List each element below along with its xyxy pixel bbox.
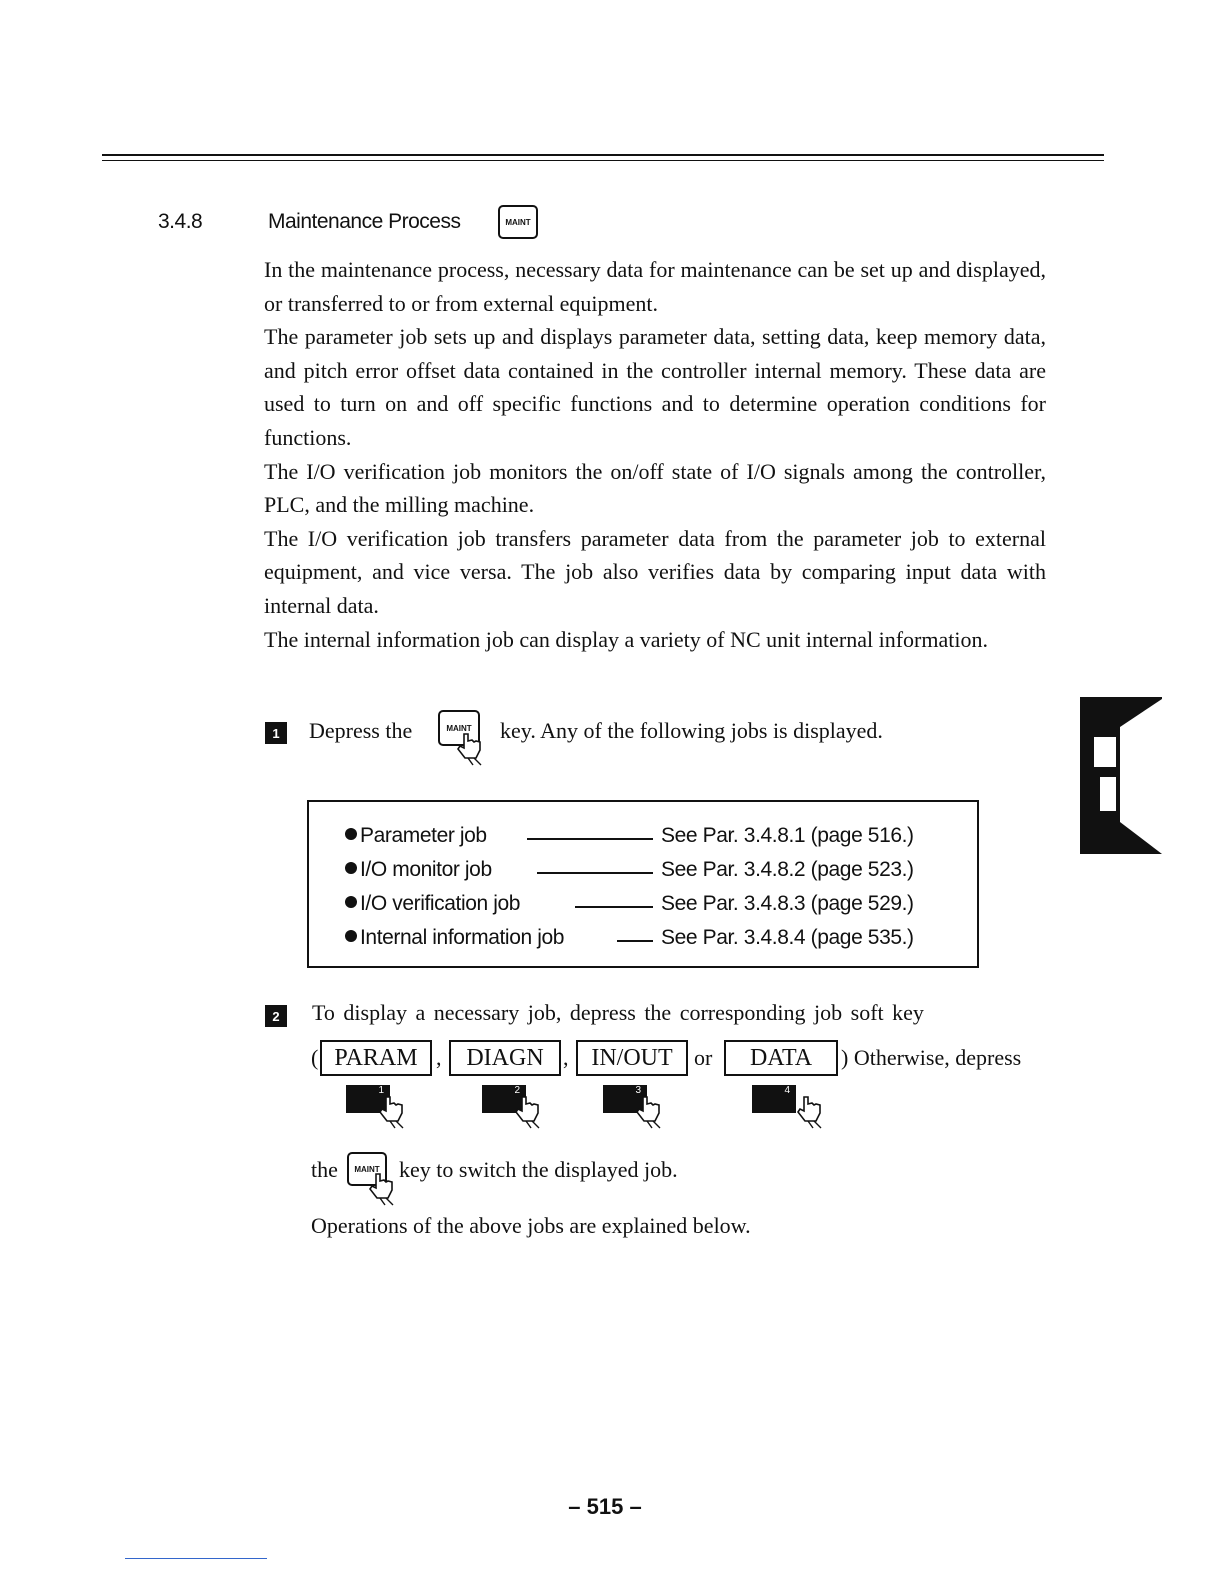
paragraph-parameter-job: The parameter job sets up and displays parameter data, setting data, keep memory data, and pitch error offset data contained in the controller internal memory. These data are used to turn on and off specific functions and to determine operation conditions for functions.	[264, 324, 1046, 450]
pointing-hand-icon	[796, 1095, 826, 1129]
job-name: Parameter job	[360, 824, 487, 847]
softkey-label: DIAGN	[466, 1044, 544, 1071]
numkey-4[interactable]	[752, 1085, 796, 1113]
step-2-the: the	[311, 1157, 338, 1182]
job-reference: See Par. 3.4.8.2 (page 523.)	[661, 858, 914, 881]
page-number: – 515 –	[568, 1494, 642, 1519]
leader-line	[575, 906, 653, 908]
bullet-icon	[345, 828, 357, 840]
header-rule-thick	[102, 154, 1104, 156]
maint-key-label: MAINT	[354, 1164, 380, 1174]
section-number: 3.4.8	[158, 210, 203, 233]
numkey-label: 3	[635, 1085, 641, 1096]
softkey-label: IN/OUT	[591, 1044, 673, 1071]
or-text: or	[694, 1045, 713, 1070]
job-item-internal-info	[345, 926, 914, 956]
step-2-line-2-after: ) Otherwise, depress	[841, 1045, 1022, 1070]
numkey-label: 1	[378, 1085, 384, 1096]
paragraph-io-monitor: The I/O verification job monitors the on/off state of I/O signals among the controller, PLC, and the milling machine.	[264, 458, 1046, 518]
job-item-io-monitor	[345, 858, 914, 888]
job-item-parameter	[345, 824, 914, 854]
job-reference: See Par. 3.4.8.1 (page 516.)	[661, 824, 914, 847]
step-1-marker: 1	[265, 722, 287, 744]
step-2-line-3: key to switch the displayed job.	[399, 1157, 678, 1182]
pointing-hand-icon	[378, 1095, 408, 1129]
header-rule-thin	[102, 160, 1104, 161]
chapter-thumb-tab	[1080, 697, 1162, 854]
job-reference: See Par. 3.4.8.4 (page 535.)	[661, 926, 914, 949]
softkey-inout[interactable]	[576, 1040, 688, 1076]
job-name: I/O verification job	[360, 892, 521, 915]
job-item-io-verification	[345, 892, 914, 922]
job-reference: See Par. 3.4.8.3 (page 529.)	[661, 892, 914, 915]
bullet-icon	[345, 862, 357, 874]
comma: ,	[436, 1045, 442, 1070]
bullet-icon	[345, 930, 357, 942]
body-text	[264, 253, 1046, 656]
leader-line	[527, 838, 653, 840]
softkey-data[interactable]	[724, 1040, 838, 1076]
open-paren: (	[311, 1045, 319, 1070]
pointing-hand-icon	[514, 1095, 544, 1129]
softkey-label: DATA	[749, 1044, 813, 1071]
section-title: Maintenance Process	[268, 210, 461, 233]
numkey-label: 4	[784, 1085, 790, 1096]
bullet-icon	[345, 896, 357, 908]
pointing-hand-icon	[368, 1172, 398, 1206]
footer-line	[125, 1558, 267, 1559]
job-name: I/O monitor job	[360, 858, 492, 881]
jobs-list-box	[307, 800, 979, 968]
step-2-line-1: To display a necessary job, depress the corresponding job soft key	[312, 1000, 924, 1025]
operations-note: Operations of the above jobs are explained below.	[311, 1213, 751, 1238]
job-name: Internal information job	[360, 926, 565, 949]
step-2-marker: 2	[265, 1005, 287, 1027]
pointing-hand-icon	[635, 1095, 665, 1129]
softkey-diagn[interactable]	[449, 1040, 561, 1076]
maint-key-label: MAINT	[505, 217, 531, 227]
paragraph-intro: In the maintenance process, necessary data for maintenance can be set up and displayed, or transferred to or from external equipment.	[264, 257, 1046, 316]
step-1-text-before: Depress the	[309, 718, 413, 743]
pointing-hand-icon	[456, 732, 486, 766]
comma: ,	[563, 1045, 569, 1070]
softkey-label: PARAM	[334, 1044, 418, 1071]
step-1-text-after: key. Any of the following jobs is displayed.	[500, 718, 883, 743]
paragraph-internal-info: The internal information job can display a variety of NC unit internal information.	[264, 626, 988, 652]
softkey-param[interactable]	[320, 1040, 432, 1076]
maint-key-label: MAINT	[446, 723, 472, 733]
maint-key-icon	[498, 205, 538, 239]
leader-line	[617, 940, 653, 942]
numkey-label: 2	[514, 1085, 520, 1096]
leader-line	[537, 872, 653, 874]
paragraph-io-verification: The I/O verification job transfers parameter data from the parameter job to external equipment, and vice versa. The job also verifies data by comparing input data with internal data.	[264, 525, 1046, 618]
